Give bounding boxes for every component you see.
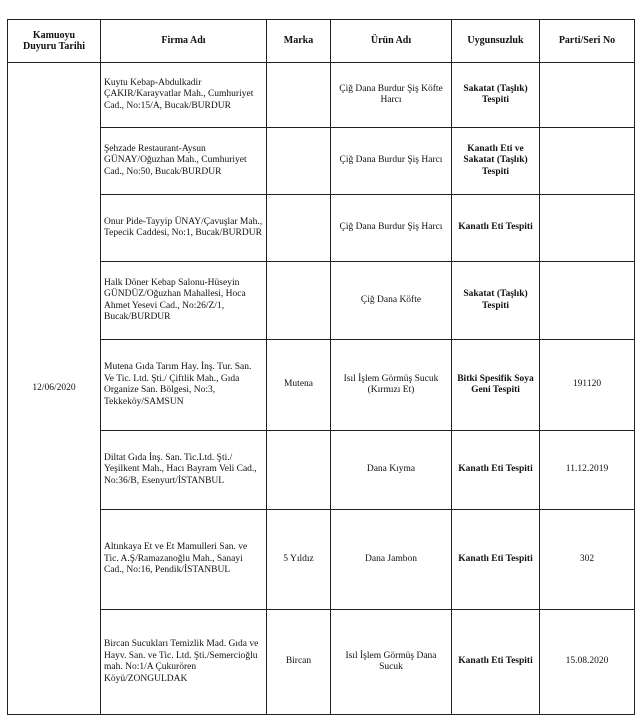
table-header-row bbox=[8, 20, 635, 63]
lot-cell bbox=[540, 262, 635, 340]
nonconformity-cell: Kanatlı Eti Tespiti bbox=[452, 431, 540, 510]
product-cell: Dana Kıyma bbox=[331, 431, 452, 510]
header-date: Kamuoyu Duyuru Tarihi bbox=[8, 20, 101, 63]
nonconformity-cell: Kanatlı Eti Tespiti bbox=[452, 510, 540, 610]
header-lot: Parti/Seri No bbox=[540, 20, 635, 63]
lot-cell bbox=[540, 195, 635, 262]
brand-cell: Bircan bbox=[267, 610, 331, 715]
firm-cell: Mutena Gıda Tarım Hay. İnş. Tur. San. Ve Tic. Ltd. Şti./ Çiftlik Mah., Gıda Organize San. Bölgesi, No:3, Tekkeköy/SAMSUN bbox=[101, 340, 267, 431]
brand-cell bbox=[267, 128, 331, 195]
product-cell: Çiğ Dana Burdur Şiş Harcı bbox=[331, 195, 452, 262]
brand-cell bbox=[267, 195, 331, 262]
table-row bbox=[8, 431, 635, 510]
nonconformity-cell: Sakatat (Taşlık) Tespiti bbox=[452, 262, 540, 340]
nonconformity-cell: Kanatlı Eti Tespiti bbox=[452, 195, 540, 262]
firm-cell: Diltat Gıda İnş. San. Tic.Ltd. Şti./ Yeşilkent Mah., Hacı Bayram Veli Cad., No:36/B, Esenyurt/İSTANBUL bbox=[101, 431, 267, 510]
firm-cell: Onur Pide-Tayyip ÜNAY/Çavuşlar Mah., Tepecik Caddesi, No:1, Bucak/BURDUR bbox=[101, 195, 267, 262]
table-row bbox=[8, 340, 635, 431]
lot-cell bbox=[540, 63, 635, 128]
brand-cell: 5 Yıldız bbox=[267, 510, 331, 610]
table-row bbox=[8, 610, 635, 715]
nonconformity-cell: Kanatlı Eti Tespiti bbox=[452, 610, 540, 715]
brand-cell bbox=[267, 431, 331, 510]
nonconformity-cell: Kanatlı Eti ve Sakatat (Taşlık) Tespiti bbox=[452, 128, 540, 195]
announcement-date-cell: 12/06/2020 bbox=[8, 63, 101, 715]
product-cell: Dana Jambon bbox=[331, 510, 452, 610]
header-brand: Marka bbox=[267, 20, 331, 63]
nonconformity-cell: Bitki Spesifik Soya Geni Tespiti bbox=[452, 340, 540, 431]
lot-cell: 191120 bbox=[540, 340, 635, 431]
header-firm: Firma Adı bbox=[101, 20, 267, 63]
firm-cell: Şehzade Restaurant-Aysun GÜNAY/Oğuzhan Mah., Cumhuriyet Cad., No:50, Bucak/BURDUR bbox=[101, 128, 267, 195]
brand-cell bbox=[267, 262, 331, 340]
table-row bbox=[8, 63, 635, 128]
nonconformity-cell: Sakatat (Taşlık) Tespiti bbox=[452, 63, 540, 128]
recall-table bbox=[7, 19, 635, 715]
product-cell: Çiğ Dana Köfte bbox=[331, 262, 452, 340]
table-row bbox=[8, 510, 635, 610]
lot-cell: 11.12.2019 bbox=[540, 431, 635, 510]
product-cell: Isıl İşlem Görmüş Dana Sucuk bbox=[331, 610, 452, 715]
product-cell: Çiğ Dana Burdur Şiş Köfte Harcı bbox=[331, 63, 452, 128]
firm-cell: Kuytu Kebap-Abdulkadir ÇAKIR/Karayvatlar Mah., Cumhuriyet Cad., No:15/A, Bucak/BURDUR bbox=[101, 63, 267, 128]
firm-cell: Altınkaya Et ve Et Mamulleri San. ve Tic. A.Ş/Ramazanoğlu Mah., Sanayi Cad., No:16, Pendik/İSTANBUL bbox=[101, 510, 267, 610]
product-cell: Isıl İşlem Görmüş Sucuk (Kırmızı Et) bbox=[331, 340, 452, 431]
header-product: Ürün Adı bbox=[331, 20, 452, 63]
brand-cell bbox=[267, 63, 331, 128]
product-cell: Çiğ Dana Burdur Şiş Harcı bbox=[331, 128, 452, 195]
lot-cell: 15.08.2020 bbox=[540, 610, 635, 715]
lot-cell bbox=[540, 128, 635, 195]
brand-cell: Mutena bbox=[267, 340, 331, 431]
firm-cell: Bircan Sucukları Temizlik Mad. Gıda ve Hayv. San. ve Tic. Ltd. Şti./Semercioğlu mah. No:1/A Çukurören Köyü/ZONGULDAK bbox=[101, 610, 267, 715]
lot-cell: 302 bbox=[540, 510, 635, 610]
header-nonconformity: Uygunsuzluk bbox=[452, 20, 540, 63]
table-row bbox=[8, 262, 635, 340]
table-row bbox=[8, 195, 635, 262]
table-row bbox=[8, 128, 635, 195]
firm-cell: Halk Döner Kebap Salonu-Hüseyin GÜNDÜZ/Oğuzhan Mahallesi, Hoca Ahmet Yesevi Cad., No:26/Z/1, Bucak/BURDUR bbox=[101, 262, 267, 340]
